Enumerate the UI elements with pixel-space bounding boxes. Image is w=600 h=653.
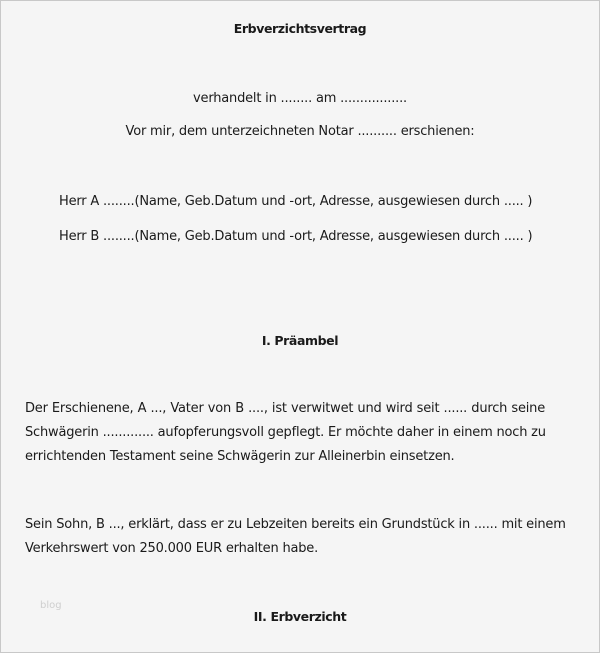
paragraph-line: errichtenden Testament seine Schwägerin zur Alleinerbin einsetzen. — [25, 449, 455, 464]
section-preamble-heading: I. Präambel — [261, 333, 339, 348]
preamble-paragraph-1 — [25, 397, 545, 469]
paragraph-line: Der Erschienene, A ..., Vater von B ...., ist verwitwet und wird seit ...... durch seine — [25, 401, 545, 416]
preamble-paragraph-2 — [25, 513, 566, 561]
watermark-text: blog — [40, 600, 62, 611]
document-title: Erbverzichtsvertrag — [233, 21, 367, 36]
party-a-line: Herr A ........(Name, Geb.Datum und -ort, Adresse, ausgewiesen durch ..... ) — [59, 194, 533, 209]
party-b-line: Herr B ........(Name, Geb.Datum und -ort, Adresse, ausgewiesen durch ..... ) — [59, 229, 533, 244]
paragraph-line: Verkehrswert von 250.000 EUR erhalten habe. — [25, 541, 319, 556]
section-waiver-heading: II. Erbverzicht — [253, 609, 347, 624]
paragraph-line: Schwägerin ............. aufopferungsvoll gepflegt. Er möchte daher in einem noch zu — [25, 425, 546, 440]
intro-negotiated-line: verhandelt in ........ am ................. — [193, 91, 407, 106]
paragraph-line: Sein Sohn, B ..., erklärt, dass er zu Lebzeiten bereits ein Grundstück in ...... mit einem — [25, 517, 566, 532]
intro-notary-line: Vor mir, dem unterzeichneten Notar .......... erschienen: — [125, 124, 475, 139]
